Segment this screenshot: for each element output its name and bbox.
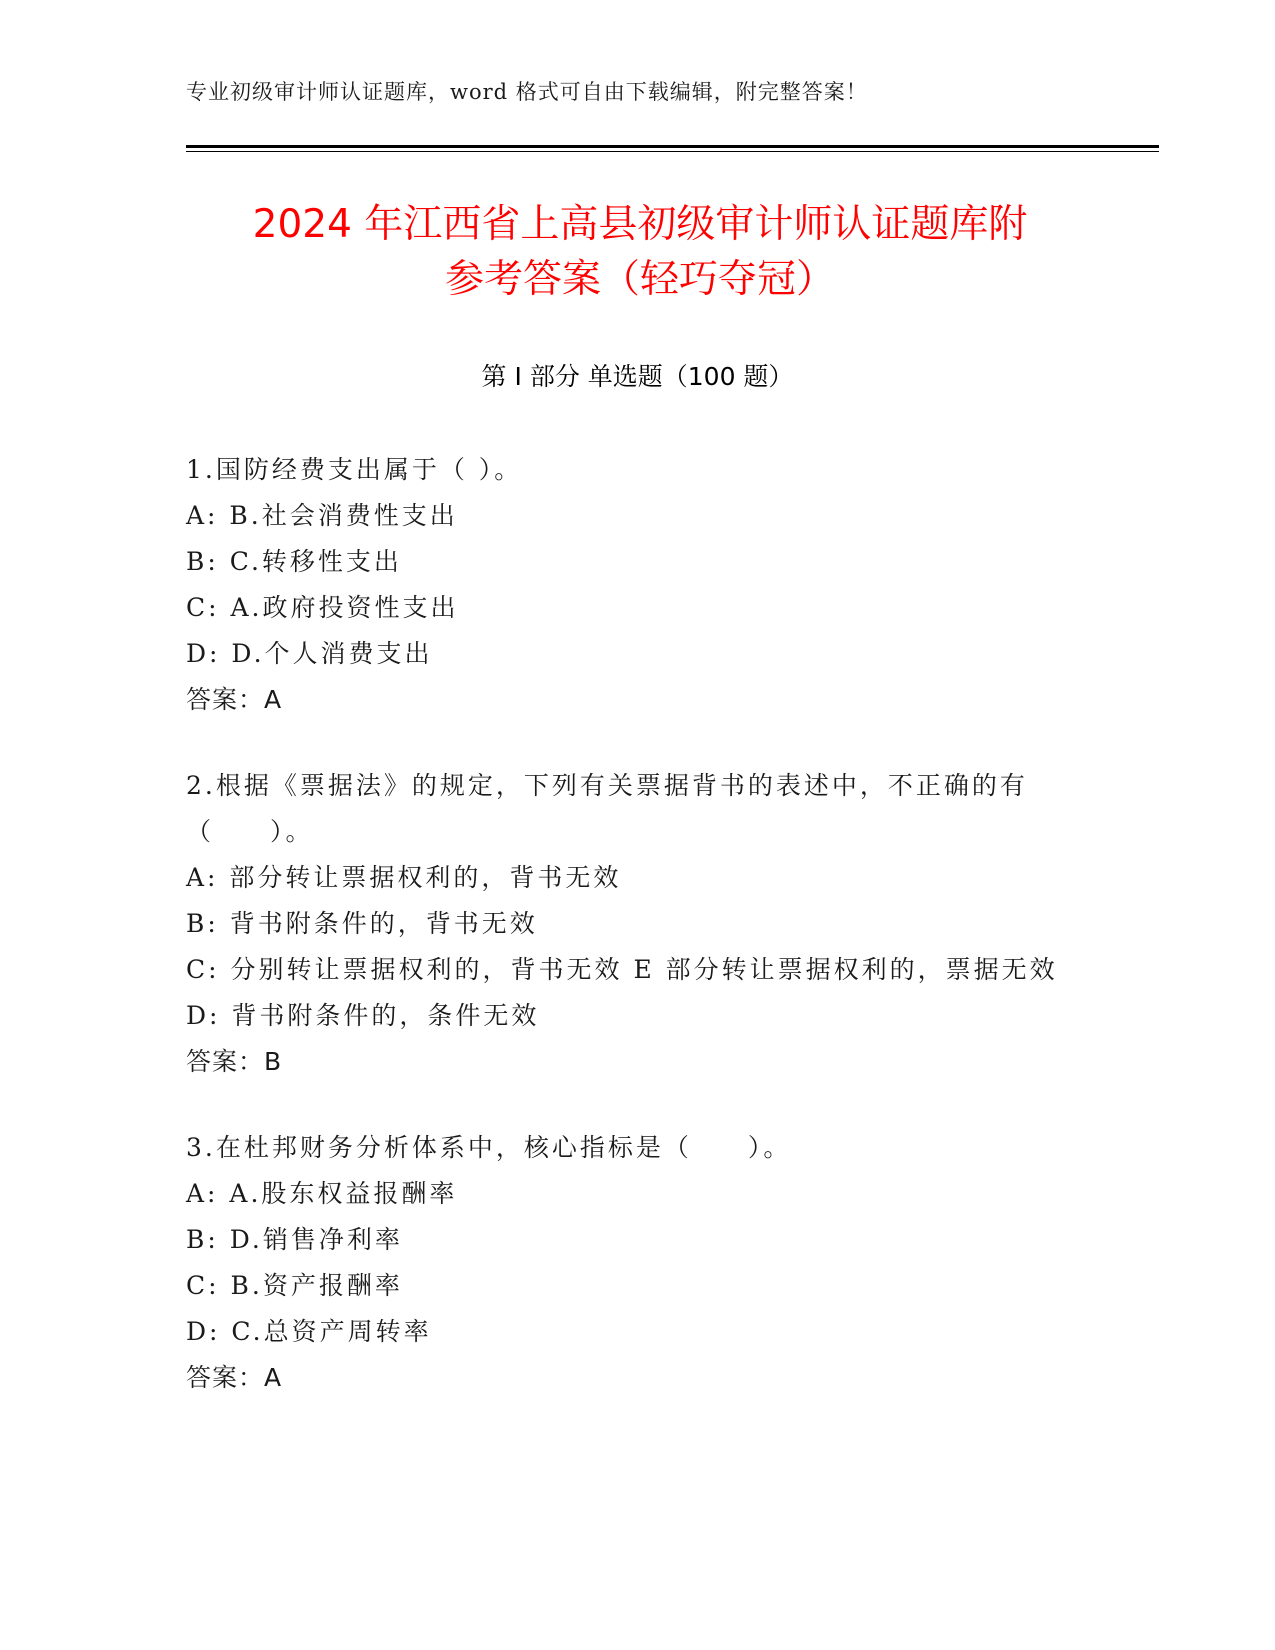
question-2 — [186, 763, 1086, 1085]
option-b: B: 背书附条件的，背书无效 — [186, 909, 538, 938]
header-rule-thin — [186, 151, 1159, 152]
option-c: C: 分别转让票据权利的，背书无效 E 部分转让票据权利的，票据无效 — [186, 955, 1058, 984]
question-3 — [186, 1125, 1086, 1401]
section-heading: 第 I 部分 单选题（100 题） — [481, 362, 794, 391]
answer-line: 答案：B — [186, 1047, 283, 1076]
option-b: B: D.销售净利率 — [186, 1225, 403, 1254]
option-d: D: C.总资产周转率 — [186, 1317, 432, 1346]
option-a: A: A.股东权益报酬率 — [186, 1179, 458, 1208]
option-c: C: B.资产报酬率 — [186, 1271, 403, 1300]
option-d: D: D.个人消费支出 — [186, 639, 433, 668]
document-title-line-1: 2024 年江西省上高县初级审计师认证题库附 — [252, 202, 1028, 247]
option-c: C: A.政府投资性支出 — [186, 593, 459, 622]
question-list — [186, 447, 1086, 1441]
question-stem: 1.国防经费支出属于（ ）。 — [186, 455, 523, 484]
question-stem: 2.根据《票据法》的规定，下列有关票据背书的表述中，不正确的有 — [186, 771, 1028, 800]
header-note: 专业初级审计师认证题库，word 格式可自由下载编辑，附完整答案！ — [186, 80, 868, 104]
option-b: B: C.转移性支出 — [186, 547, 402, 576]
question-stem-continued: （ ）。 — [186, 817, 314, 846]
question-stem: 3.在杜邦财务分析体系中，核心指标是（ ）。 — [186, 1133, 792, 1162]
document-title-line-2: 参考答案（轻巧夺冠） — [444, 257, 835, 302]
question-1 — [186, 447, 1086, 723]
answer-line: 答案：A — [186, 685, 283, 714]
answer-line: 答案：A — [186, 1363, 283, 1392]
option-a: A: 部分转让票据权利的，背书无效 — [186, 863, 622, 892]
option-a: A: B.社会消费性支出 — [186, 501, 458, 530]
document-title — [170, 197, 1110, 307]
header-rule-thick — [186, 145, 1159, 148]
option-d: D: 背书附条件的，条件无效 — [186, 1001, 540, 1030]
